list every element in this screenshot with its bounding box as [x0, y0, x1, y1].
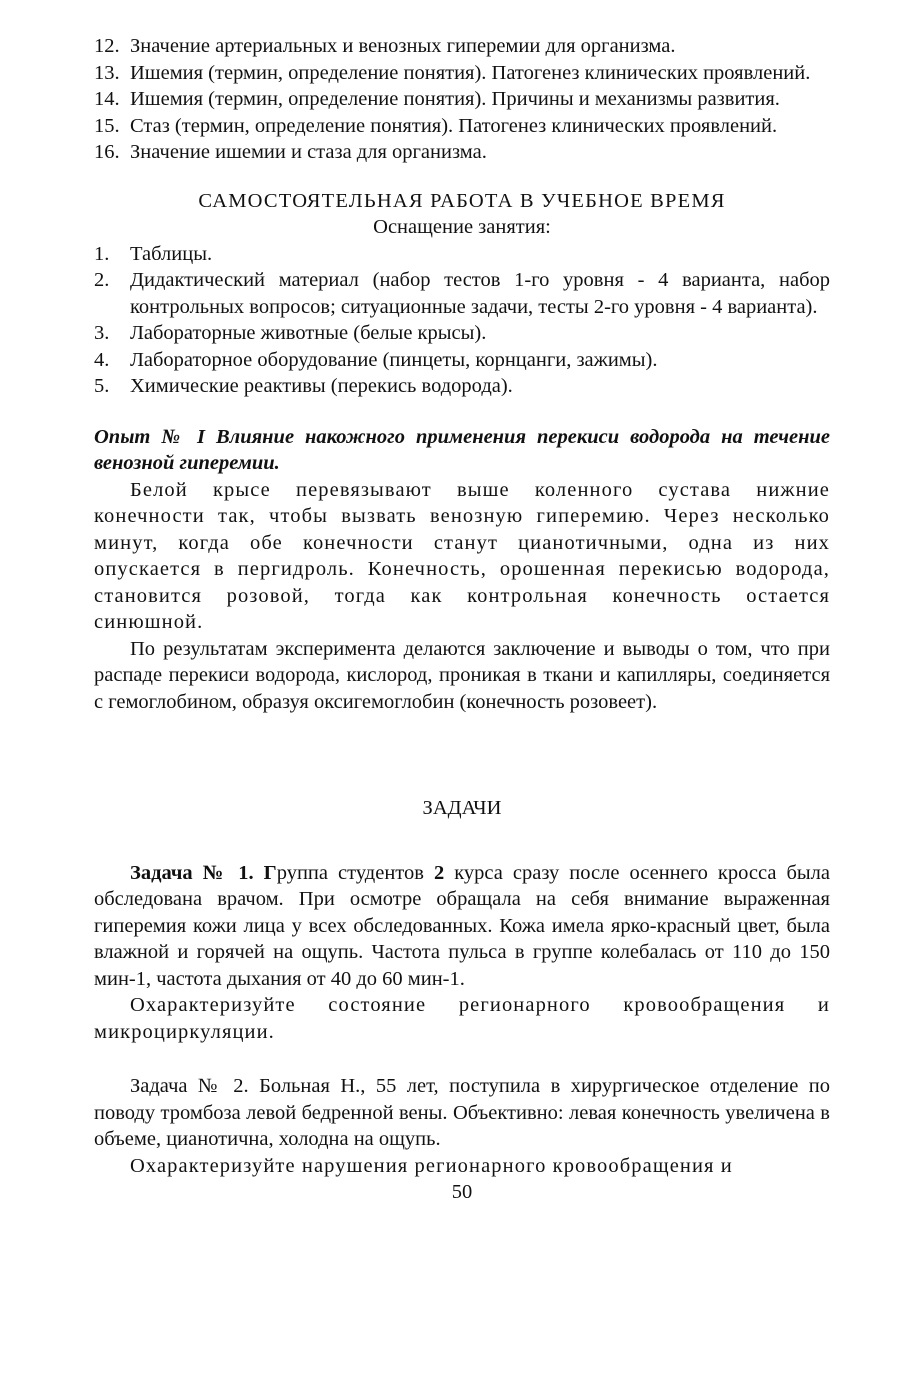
list-item — [94, 33, 830, 60]
experiment-conclusion: По результатам эксперимента делаются заключение и выводы о том, что при распаде перекиси водорода, кислород, проникая в ткани и капилляры, соединяется с гемоглобином, образуя оксигемоглобин (конечность розовеет). — [94, 637, 830, 713]
task-2: Задача № 2. Больная Н., 55 лет, поступила в хирургическое отделение по поводу тромбоза левой бедренной вены. Объективно: левая конечность увеличена в объеме, цианотична, холодна на ощупь. — [94, 1075, 830, 1150]
tasks-heading: ЗАДАЧИ — [422, 797, 502, 819]
task-1-label: Задача № 1. Г — [130, 861, 277, 884]
list-item-text: Значение ишемии и стаза для организма. — [130, 141, 487, 163]
list-item — [94, 267, 830, 320]
list-item-text: Ишемия (термин, определение понятия). Причины и механизмы развития. — [130, 88, 780, 110]
experiment-title: Опыт № I Влияние накожного применения перекиси водорода на течение венозной гиперемии. — [94, 425, 830, 474]
list-item-number: 4. — [94, 348, 110, 371]
list-item — [94, 320, 830, 347]
list-item-text: Таблицы. — [130, 242, 213, 265]
document-page — [94, 0, 830, 1206]
list-item — [94, 347, 830, 374]
task-1-course: 2 — [433, 861, 445, 884]
list-item-number: 1. — [94, 242, 110, 265]
list-item-text: Дидактический материал (набор тестов 1-го уровня - 4 варианта, набор контрольных вопросов; ситуационные задачи, тесты 2-го уровня - 4 варианта). — [130, 269, 830, 318]
task-1-text-a: руппа студентов — [276, 861, 434, 884]
list-item-text: Лабораторные животные (белые крысы). — [130, 322, 487, 344]
task-1-text-b: курса сразу после осеннего кросса была обследована врачом. При осмотре обращала на себя внимание выраженная гиперемия кожи лица у всех обследованных. Кожа имела ярко-красный цвет, была влажной и горячей на ощупь. Частота пульса в группе колебалась от 110 до 150 мин-1, частота дыхания от 40 до 60 мин-1. — [94, 861, 831, 990]
questions-list — [94, 33, 830, 166]
section-subtitle: Оснащение занятия: — [373, 216, 551, 238]
list-item — [94, 373, 830, 400]
list-item-text: Химические реактивы (перекись водорода). — [130, 375, 513, 397]
section-title: САМОСТОЯТЕЛЬНАЯ РАБОТА В УЧЕБНОЕ ВРЕМЯ — [198, 189, 726, 212]
list-item-text: Значение артериальных и венозных гиперемии для организма. — [130, 35, 676, 57]
equipment-list — [94, 241, 830, 400]
experiment-paragraph: Белой крысе перевязывают выше коленного сустава нижние конечности так, чтобы вызвать венозную гиперемию. Через несколько минут, когда обе конечности станут цианотичными, одна из них опускается в пергидроль. Конечность, орошенная перекисью водорода, становится розовой, тогда как контрольная конечность остается синюшной. — [94, 478, 830, 633]
list-item-number: 3. — [94, 322, 110, 344]
task-2-question: Охарактеризуйте нарушения регионарного кровообращения и — [130, 1154, 733, 1177]
list-item-number: 12. — [94, 35, 120, 57]
list-item-number: 2. — [94, 269, 110, 291]
page-number: 50 — [451, 1181, 473, 1203]
task-1-question: Охарактеризуйте состояние регионарного кровообращения и микроциркуляции. — [94, 994, 830, 1043]
list-item — [94, 241, 830, 268]
list-item — [94, 113, 830, 140]
list-item-text: Лабораторное оборудование (пинцеты, корнцанги, зажимы). — [130, 348, 658, 371]
list-item-number: 13. — [94, 61, 120, 84]
list-item-number: 16. — [94, 141, 120, 163]
list-item-number: 14. — [94, 88, 120, 110]
list-item-text: Стаз (термин, определение понятия). Патогенез клинических проявлений. — [130, 114, 778, 137]
task-1 — [94, 860, 830, 993]
list-item — [94, 60, 830, 87]
list-item-text: Ишемия (термин, определение понятия). Патогенез клинических проявлений. — [130, 61, 811, 84]
list-item — [94, 139, 830, 166]
list-item-number: 15. — [94, 114, 120, 137]
list-item — [94, 86, 830, 113]
list-item-number: 5. — [94, 375, 110, 397]
